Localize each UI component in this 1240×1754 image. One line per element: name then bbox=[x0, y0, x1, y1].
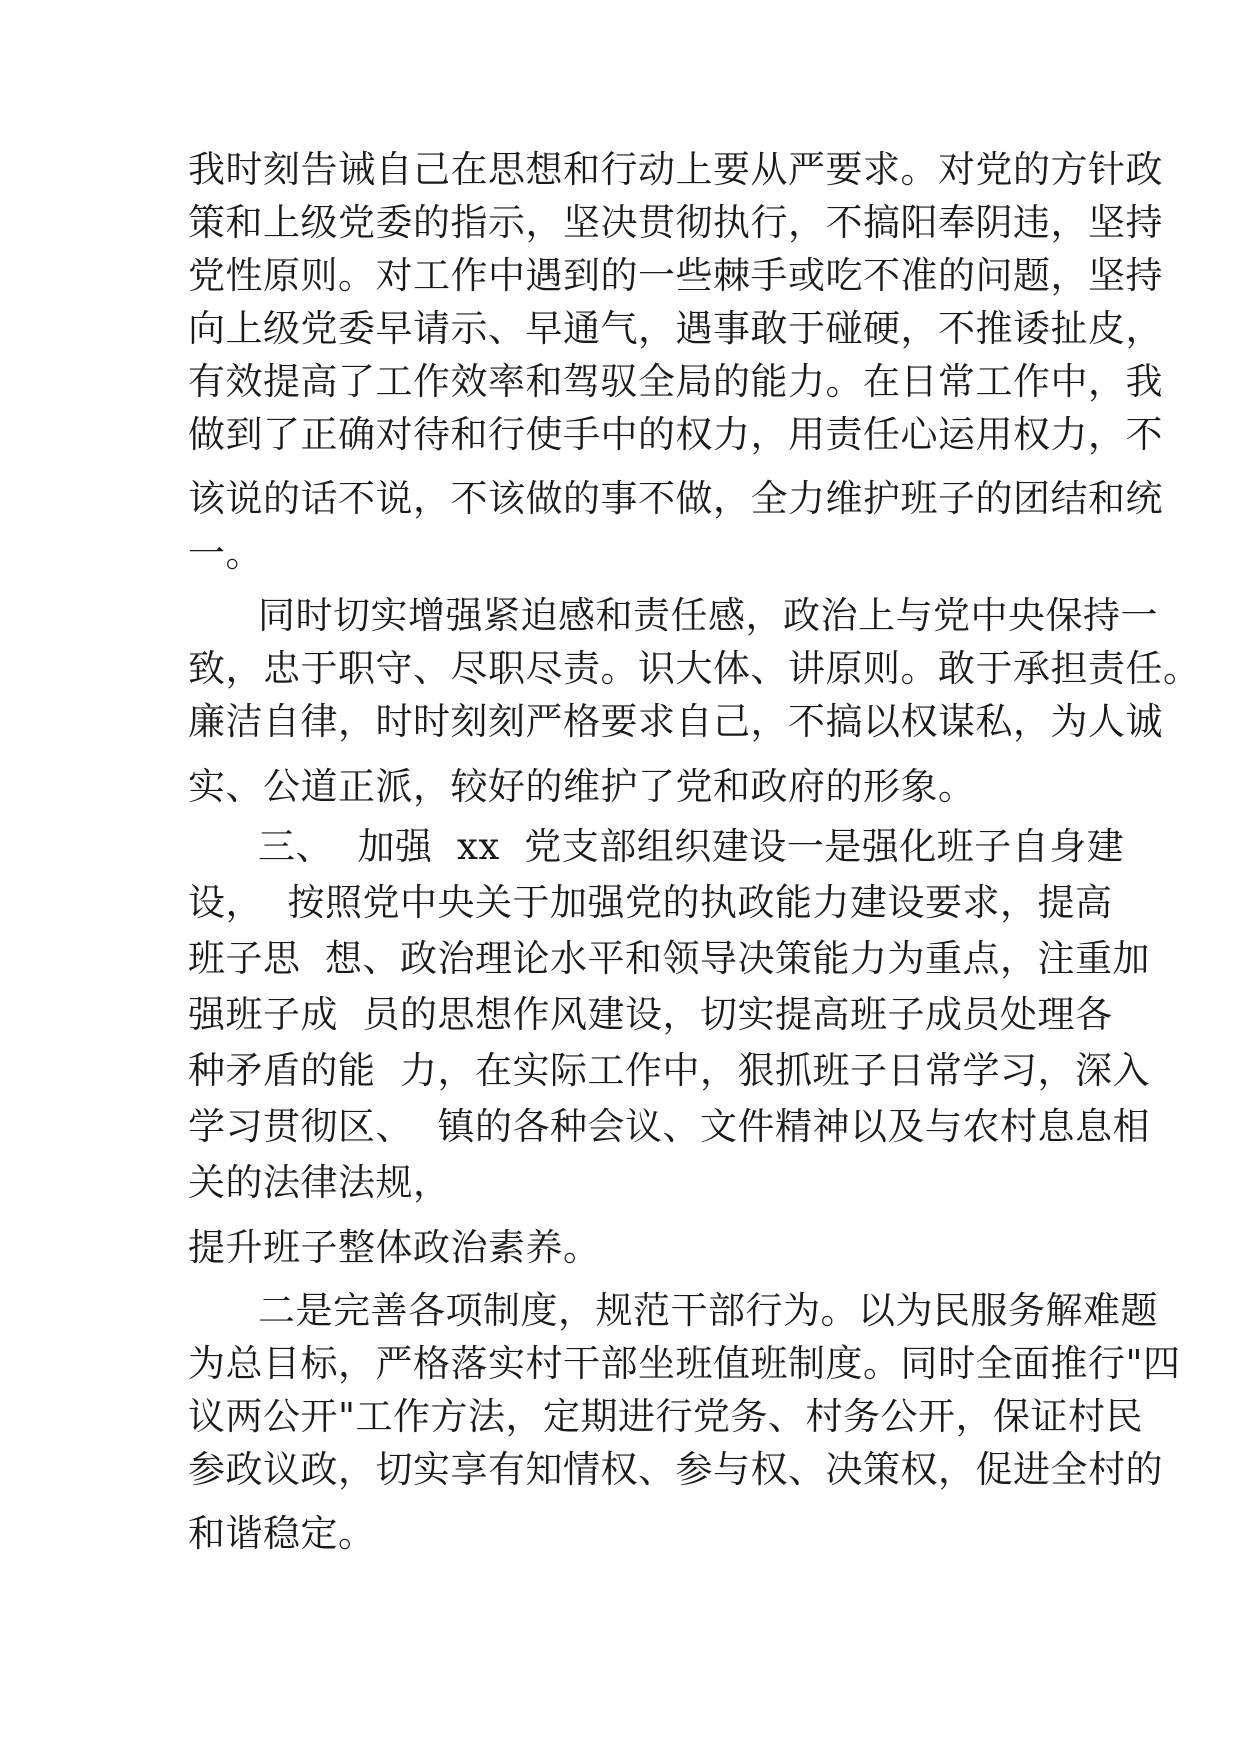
text-line: 廉洁自律，时时刻刻严格要求自己，不搞以权谋私，为人诚 bbox=[188, 700, 1163, 743]
text-line: 有效提高了工作效率和驾驭全局的能力。在日常工作中，我 bbox=[188, 360, 1163, 403]
text-line: 我时刻告诫自己在思想和行动上要从严要求。对党的方针政 bbox=[188, 148, 1163, 191]
text-line: 为总目标，严格落实村干部坐班值班制度。同时全面推行"四 bbox=[188, 1342, 1181, 1385]
text-line: 班子思 想、政治理论水平和领导决策能力为重点，注重加 bbox=[188, 937, 1151, 980]
text-line: 种矛盾的能 力，在实际工作中，狠抓班子日常学习，深入 bbox=[188, 1049, 1151, 1092]
text-line: 三、 加强 xx 党支部组织建设一是强化班子自身建 bbox=[258, 825, 1125, 868]
text-line: 向上级党委早请示、早通气，遇事敢于碰硬，不推诿扯皮， bbox=[188, 307, 1163, 350]
text-line: 做到了正确对待和行使手中的权力，用责任心运用权力，不 bbox=[188, 413, 1163, 456]
text-line: 学习贯彻区、 镇的各种会议、文件精神以及与农村息息相 bbox=[188, 1105, 1151, 1148]
text-line: 实、公道正派，较好的维护了党和政府的形象。 bbox=[188, 765, 976, 808]
text-line: 议两公开"工作方法，定期进行党务、村务公开，保证村民 bbox=[188, 1395, 1144, 1438]
text-line: 同时切实增强紧迫感和责任感，政治上与党中央保持一 bbox=[258, 594, 1158, 637]
text-line: 参政议政，切实享有知情权、参与权、决策权，促进全村的 bbox=[188, 1448, 1163, 1491]
text-line: 设， 按照党中央关于加强党的执政能力建设要求，提高 bbox=[188, 881, 1113, 924]
text-line: 致，忠于职守、尽职尽责。识大体、讲原则。敢于承担责任。 bbox=[188, 647, 1201, 690]
text-line: 党性原则。对工作中遇到的一些棘手或吃不准的问题，坚持 bbox=[188, 254, 1163, 297]
text-line: 提升班子整体政治素养。 bbox=[188, 1226, 601, 1269]
text-line: 二是完善各项制度，规范干部行为。以为民服务解难题 bbox=[258, 1289, 1158, 1332]
text-line: 该说的话不说，不该做的事不做，全力维护班子的团结和统 bbox=[188, 477, 1163, 520]
text-line: 一。 bbox=[188, 532, 263, 575]
text-line: 关的法律法规， bbox=[188, 1161, 451, 1204]
text-line: 策和上级党委的指示，坚决贯彻执行，不搞阳奉阴违，坚持 bbox=[188, 201, 1163, 244]
text-line: 和谐稳定。 bbox=[188, 1512, 376, 1555]
text-line: 强班子成 员的思想作风建设，切实提高班子成员处理各 bbox=[188, 993, 1113, 1036]
